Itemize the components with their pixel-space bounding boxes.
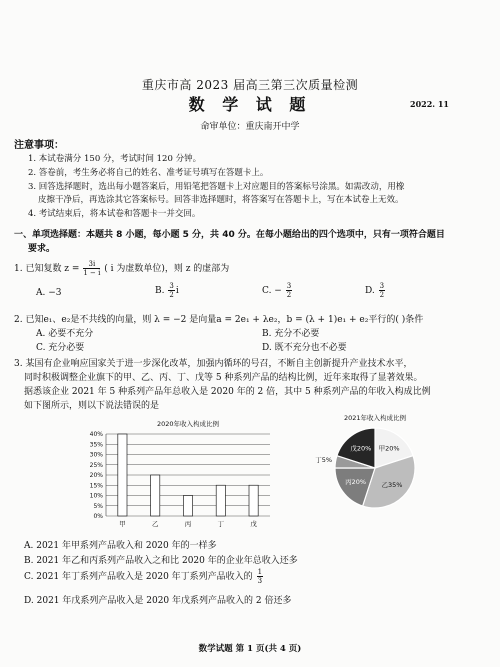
question-2-stem: 2. 已知e₁、e₂是不共线的向量，则 λ = −2 是向量a = 2e₁ + λe₂，b = (λ + 1)e₁ + e₂平行的( )条件 <box>14 315 424 325</box>
pie-label: 甲20% <box>378 444 400 453</box>
question-3-stem: 3. 某国有企业响应国家关于进一步深化改革，加强内循环的号召，不断自主创新提升产业技术水平， <box>14 359 413 369</box>
bar <box>183 496 192 517</box>
question-3-stem-cont: 据悉该企业 2021 年 5 种系列产品年总收入是 2020 年的 2 倍，其中 5 种系列产品的年收入构成比例 <box>24 387 431 397</box>
bar <box>249 485 258 516</box>
pie-label: 丁5% <box>315 455 333 464</box>
q3-option-c[interactable]: C. 2021 年丁系列产品收入是 2020 年丁系列产品收入的 $\frac{1}{3}$ <box>24 568 263 585</box>
q2-option-d[interactable]: D. 既不充分也不必要 <box>262 343 347 353</box>
y-tick-label: 35% <box>89 441 103 449</box>
q3-option-b[interactable]: B. 2021 年乙和丙系列产品收入之和比 2020 年的企业年总收入还多 <box>24 556 298 566</box>
section-heading-cont: 要求。 <box>28 244 56 254</box>
notice-item: 3. 回答选择题时，选出每小题答案后，用铅笔把答题卡上对应题目的答案标号涂黑。如需改动，用橡 <box>28 182 405 192</box>
pie-label: 戊20% <box>350 444 372 453</box>
page-footer: 数学试题 第 1 页(共 4 页) <box>198 644 302 654</box>
y-tick-label: 30% <box>89 451 103 459</box>
y-tick-label: 5% <box>93 502 103 510</box>
question-3-stem-cont: 如下图所示，则以下说法错误的是 <box>24 401 160 411</box>
bar <box>118 434 127 516</box>
x-tick-label: 丙 <box>184 520 192 528</box>
x-tick-label: 甲 <box>119 520 126 528</box>
x-tick-label: 戊 <box>250 520 257 528</box>
notice-item: 2. 答卷前，考生务必将自己的姓名、准考证号填写在答题卡上。 <box>28 168 269 178</box>
exam-organization: 重庆市高 2023 届高三第三次质量检测 <box>141 78 359 92</box>
q2-option-a[interactable]: A. 必要不充分 <box>36 329 94 339</box>
y-tick-label: 25% <box>89 461 103 469</box>
q1-option-c[interactable]: C. − $\frac{3}{2}$ <box>262 282 292 299</box>
section-heading: 一、单项选择题：本题共 8 小题，每小题 5 分，共 40 分。在每小题给出的四个选项中，只有一项符合题目 <box>14 230 445 240</box>
q3-option-a[interactable]: A. 2021 年甲系列产品收入和 2020 年的一样多 <box>24 541 217 551</box>
q2-option-b[interactable]: B. 充分不必要 <box>262 329 320 339</box>
q1-option-a[interactable]: A. −3 <box>36 288 62 298</box>
exam-unit: 命审单位：重庆南开中学 <box>200 122 300 132</box>
bar <box>151 475 160 516</box>
bar-chart <box>90 419 270 528</box>
pie-chart-title: 2021年收入构成比例 <box>343 414 407 422</box>
pie-label: 乙35% <box>381 480 403 489</box>
bar <box>216 485 225 516</box>
q1-option-b[interactable]: B. $\frac{3}{2}$ i <box>155 282 179 299</box>
page-title: 数 学 试 题 <box>188 95 312 114</box>
x-tick-label: 丁 <box>217 520 225 528</box>
notice-item: 1. 本试卷满分 150 分，考试时间 120 分钟。 <box>28 154 202 164</box>
y-tick-label: 40% <box>89 431 103 438</box>
y-tick-label: 10% <box>89 492 103 500</box>
notice-heading: 注意事项： <box>14 140 64 151</box>
bar-chart-title: 2020年收入构成比例 <box>156 420 220 428</box>
notice-item: 皮擦干净后，再选涂其它答案标号。回答非选择题时，将答案写在答题卡上，写在本试卷上无效。 <box>38 195 404 205</box>
question-1-stem: 1. 已知复数 z = $\frac{3i}{1 - i}$ ( i 为虚数单位)，则 z 的虚部为 <box>14 260 230 277</box>
pie-label: 丙20% <box>345 478 367 487</box>
q3-charts <box>0 410 500 538</box>
q2-option-c[interactable]: C. 充分必要 <box>36 343 85 353</box>
fraction: $\frac{3i}{1 - i}$ <box>83 260 101 277</box>
y-tick-label: 20% <box>89 472 103 479</box>
q3-option-d[interactable]: D. 2021 年戊系列产品收入是 2020 年戊系列产品收入的 2 倍还多 <box>24 596 292 606</box>
y-tick-label: 0% <box>93 513 103 520</box>
q1-option-d[interactable]: D. $\frac{3}{2}$ <box>365 282 385 299</box>
x-tick-label: 乙 <box>151 520 159 528</box>
notice-item: 4. 考试结束后，将本试卷和答题卡一并交回。 <box>28 209 201 219</box>
question-3-stem-cont: 同时积极调整企业旗下的甲、乙、丙、丁、戊等 5 种系列产品的结构比例，近年来取得了显著效果。 <box>24 373 423 383</box>
exam-date: 2022. 11 <box>410 99 449 109</box>
pie-chart <box>315 413 415 508</box>
y-tick-label: 15% <box>89 482 103 490</box>
